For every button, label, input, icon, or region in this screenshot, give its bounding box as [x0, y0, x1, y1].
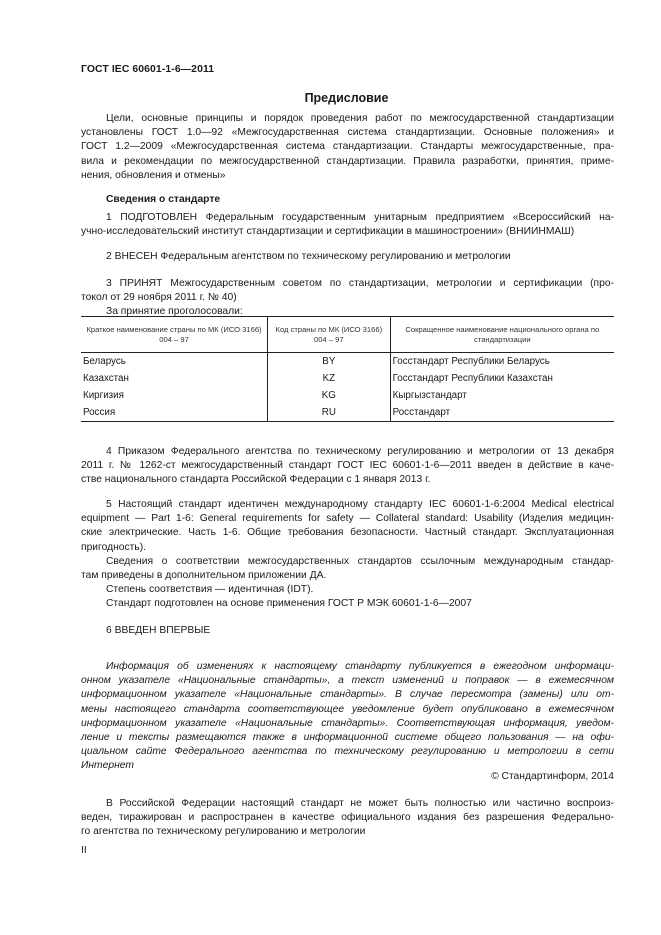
text-line: мены настоящего стандарта соответствующее уведомление будет опубликовано в ежемесячном	[81, 703, 614, 715]
code-cell: KZ	[268, 370, 391, 387]
voted-label: За принятие проголосовали:	[106, 306, 243, 318]
item-submitted: 2 ВНЕСЕН Федеральным агентством по техническому регулированию и метрологии	[106, 251, 511, 262]
table-row	[81, 370, 614, 387]
country-cell: Киргизия	[83, 390, 124, 401]
item-introduced: 6 ВВЕДЕН ВПЕРВЫЕ	[106, 625, 211, 636]
code-cell: KG	[268, 387, 391, 404]
column-header-code: Код страны по МК (ИСО 3166) 004 – 97	[268, 317, 391, 353]
text-line: В Российской Федерации настоящий стандарт не может быть полностью или частично воспроиз-	[106, 798, 614, 809]
text-line: ские электрические. Часть 1-6. Общие требования безопасности. Частный стандарт. Эксплуатационная	[81, 527, 614, 539]
text-line: веден, тиражирован и распространен в качестве официального издания без разрешения Федерально-	[81, 812, 614, 824]
text-line: 1 ПОДГОТОВЛЕН Федеральным государственным унитарным предприятием «Всероссийский на-	[106, 212, 614, 223]
table-row	[81, 387, 614, 404]
text-line: информационном указателе «Национальные стандарты». В случае пересмотра (замены) или от-	[81, 689, 614, 701]
table-header-row	[81, 317, 614, 353]
page-title-text: Предисловие	[304, 91, 389, 105]
column-header-body: Сокращенное наименование национального органа по стандартизации	[390, 317, 614, 353]
section-heading: Сведения о стандарте	[106, 194, 221, 205]
rights-notice	[81, 797, 614, 840]
text-line: онном указателе «Национальные стандарты», а текст изменений и поправок — в ежемесячном	[81, 675, 614, 687]
body-cell: Госстандарт Республики Казахстан	[390, 370, 614, 387]
intro-paragraph	[81, 112, 614, 183]
basis-line: Стандарт подготовлен на основе применения ГОСТ Р МЭК 60601-1-6—2007	[106, 598, 472, 610]
text-line: учно-исследовательский институт стандартизации и сертификации в машиностроении» (ВНИИНМАШ)	[81, 226, 575, 238]
text-line: 3 ПРИНЯТ Межгосударственным советом по стандартизации, метрологии и сертификации (про-	[106, 278, 614, 289]
code-cell: BY	[268, 353, 391, 371]
text-line: Информация об изменениях к настоящему стандарту публикуется в ежегодном информаци-	[106, 661, 614, 672]
text-line: пригодность).	[81, 541, 147, 553]
document-id-header: ГОСТ IEC 60601-1-6—2011	[81, 64, 215, 75]
body-cell: Госстандарт Республики Беларусь	[390, 353, 614, 371]
table-row	[81, 353, 614, 371]
text-line: Цели, основные принципы и порядок проведения работ по межгосударственной стандартизации	[106, 113, 614, 124]
text-line: ГОСТ 1.2—2009 «Межгосударственная система стандартизации. Стандарты межгосударственные, пра-	[81, 141, 614, 153]
item-order	[81, 445, 614, 488]
body-cell: Кыргызстандарт	[390, 387, 614, 404]
page-title	[0, 91, 661, 105]
body-cell: Росстандарт	[390, 404, 614, 422]
copyright: © Стандартинформ, 2014	[491, 771, 614, 782]
text-line: го агентства по техническому регулированию и метрологии	[81, 826, 366, 838]
country-cell: Беларусь	[83, 356, 126, 367]
item-adopted	[81, 277, 614, 320]
countries-table	[81, 316, 614, 422]
text-line: там приведены в дополнительном приложении ДА.	[81, 570, 327, 582]
text-line: циальном сайте Федерального агентства по техническому регулированию и метрологии в сети	[81, 746, 614, 758]
code-cell: RU	[268, 404, 391, 422]
text-line: токол от 29 ноября 2011 г. № 40)	[81, 292, 237, 304]
text-line: Интернет	[81, 760, 134, 772]
text-line: 4 Приказом Федерального агентства по техническому регулированию и метрологии от 13 декабря	[106, 446, 614, 457]
text-line: информационном указателе «Национальные стандарты». Соответствующая информация, уведом-	[81, 717, 614, 729]
text-line: 5 Настоящий стандарт идентичен международному стандарту IEC 60601-1-6:2004 Medical electrical	[106, 499, 614, 510]
country-cell: Россия	[81, 404, 268, 422]
text-line: 2011 г. № 1262-ст межгосударственный стандарт ГОСТ IEC 60601-1-6—2011 введен в действие в каче-	[81, 460, 614, 472]
item-prepared	[81, 211, 614, 239]
country-cell: Казахстан	[83, 373, 129, 384]
information-notice	[81, 660, 614, 774]
table-row	[81, 404, 614, 422]
text-line: ление и тексты размещаются также в информационной системе общего пользования — на офи-	[81, 732, 614, 744]
text-line: вила и рекомендации по межгосударственной стандартизации. Правила разработки, принятия, приме-	[81, 155, 614, 167]
text-line: нения, обновления и отмены»	[81, 169, 226, 181]
text-line: equipment — Part 1-6: General requirements for safety — Collateral standard: Usability (Изделия медицин-	[81, 513, 614, 525]
degree-line: Степень соответствия — идентичная (IDT).	[106, 584, 314, 596]
item-identical	[81, 498, 614, 612]
text-line: стве национального стандарта Российской Федерации с 1 января 2013 г.	[81, 474, 431, 486]
text-line: Сведения о соответствии межгосударственных стандартов ссылочным международным стандар-	[106, 555, 614, 567]
page-number: II	[81, 845, 87, 856]
text-line: установлены ГОСТ 1.0—92 «Межгосударственная система стандартизации. Основные положения» и	[81, 127, 614, 139]
column-header-country: Краткое наименование страны по МК (ИСО 3166) 004 – 97	[81, 317, 268, 353]
